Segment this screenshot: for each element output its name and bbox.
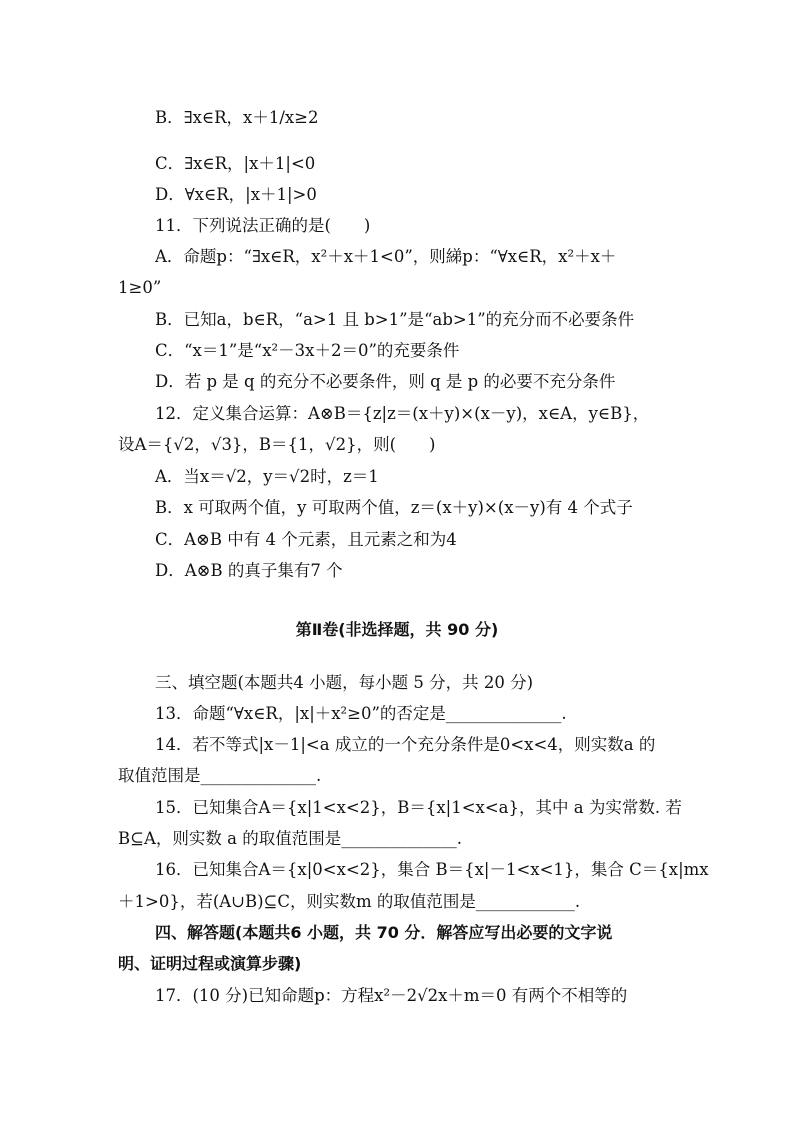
q11-option-c: C．“x＝1”是“x²－3x＋2＝0”的充要条件 xyxy=(155,341,460,360)
section-four-heading: 四、解答题(本题共6 小题，共 70 分．解答应写出必要的文字说 xyxy=(155,923,613,942)
question-17: 17．(10 分)已知命题p：方程x²－2√2x＋m＝0 有两个不相等的 xyxy=(155,986,628,1005)
q12-option-c: C．A⊗B 中有 4 个元素，且元素之和为4 xyxy=(155,530,457,549)
question-16: 16．已知集合A＝{x|0<x<2}，集合 B＝{x|－1<x<1}，集合 C＝{x|mx xyxy=(155,860,709,879)
question-14-cont: 取值范围是______________. xyxy=(118,766,322,785)
q11-option-b: B．已知a，b∈R，“a>1 且 b>1”是“ab>1”的充分而不必要条件 xyxy=(155,310,635,329)
option-d-line: D．∀x∈R，|x＋1|>0 xyxy=(155,185,317,204)
section-three-heading: 三、填空题(本题共4 小题，每小题 5 分，共 20 分) xyxy=(155,673,534,692)
option-c-line: C．∃x∈R，|x＋1|<0 xyxy=(155,154,316,173)
q11-option-d: D．若 p 是 q 的充分不必要条件，则 q 是 p 的必要不充分条件 xyxy=(155,372,616,391)
section-title: 第Ⅱ卷(非选择题，共 90 分) xyxy=(295,620,499,639)
question-12: 12．定义集合运算：A⊗B＝{z|z＝(x＋y)×(x－y)，x∈A，y∈B}， xyxy=(155,404,650,423)
section-four-heading-cont: 明、证明过程或演算步骤) xyxy=(118,954,302,973)
question-16-cont: ＋1>0}，若(A∪B)⊆C，则实数m 的取值范围是____________. xyxy=(118,892,581,911)
question-12-cont: 设A＝{√2，√3}，B＝{1，√2}，则( ) xyxy=(118,435,436,454)
q12-option-b: B．x 可取两个值，y 可取两个值，z＝(x＋y)×(x－y)有 4 个式子 xyxy=(155,498,633,517)
option-b-line: B．∃x∈R，x＋1/x≥2 xyxy=(155,108,319,127)
q12-option-d: D．A⊗B 的真子集有7 个 xyxy=(155,561,343,580)
q12-option-a: A．当x＝√2，y＝√2时，z＝1 xyxy=(155,467,379,486)
question-15-cont: B⊆A，则实数 a 的取值范围是______________. xyxy=(118,829,462,848)
q11-option-a: A．命题p：“∃x∈R，x²＋x＋1<0”，则綈p：“∀x∈R，x²＋x＋ xyxy=(155,247,617,266)
q11-option-a-cont: 1≥0” xyxy=(118,278,162,297)
question-14: 14．若不等式|x－1|<a 成立的一个充分条件是0<x<4，则实数a 的 xyxy=(155,735,656,754)
question-11: 11．下列说法正确的是( ) xyxy=(155,216,371,235)
question-13: 13．命题“∀x∈R，|x|＋x²≥0”的否定是______________. xyxy=(155,704,567,723)
question-15: 15．已知集合A＝{x|1<x<2}，B＝{x|1<x<a}，其中 a 为实常数. 若 xyxy=(155,798,682,817)
